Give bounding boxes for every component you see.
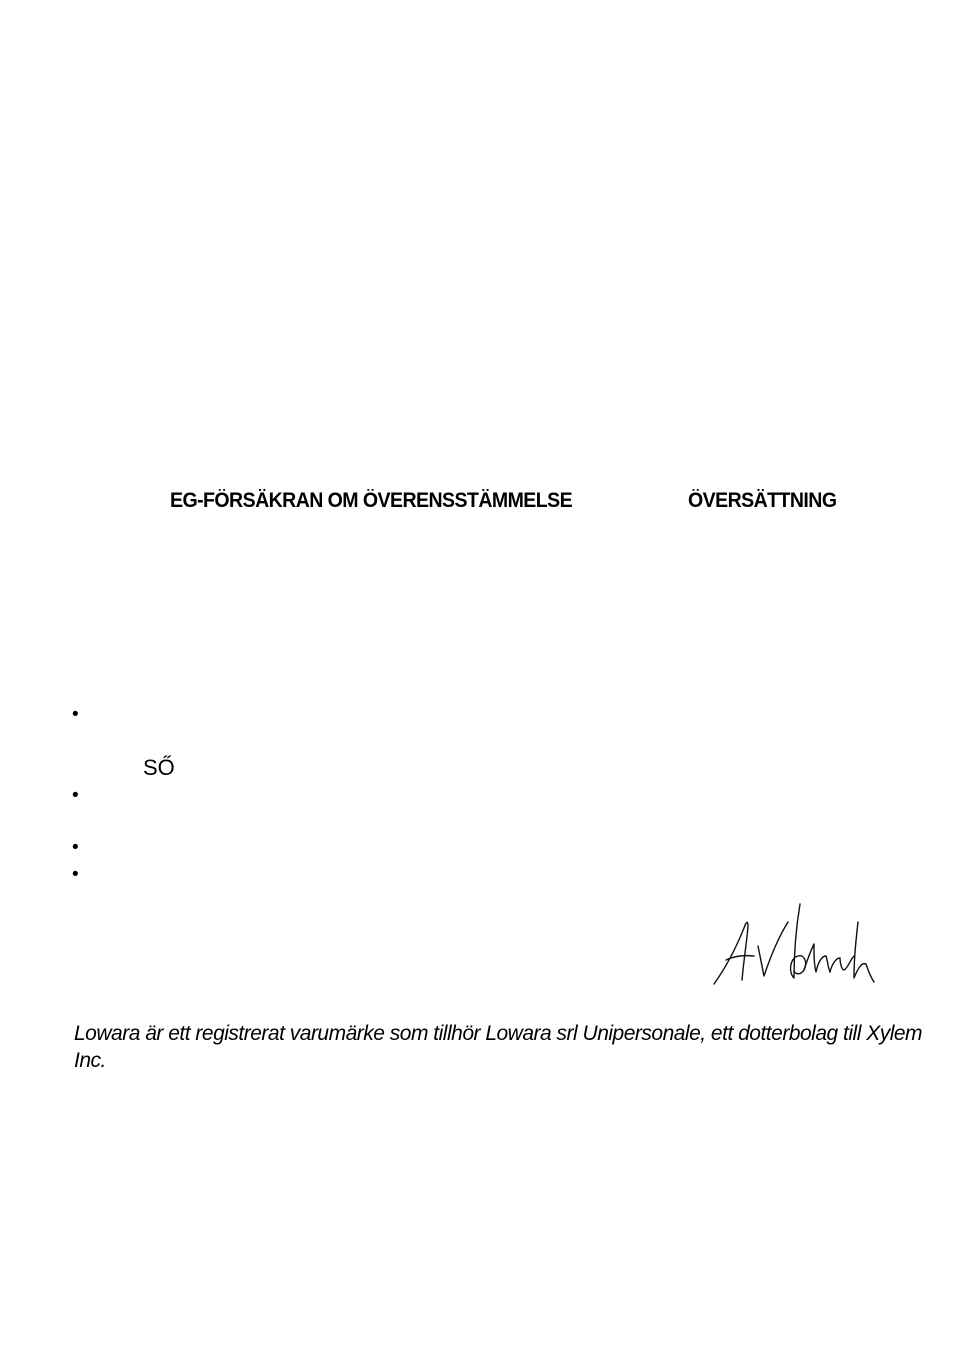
list-bullet-3: • (72, 837, 79, 858)
footer-note: Lowara är ett registrerat varumärke som tillhör Lowara srl Unipersonale, ett dotterbolag till Xylem Inc. (74, 1022, 923, 1072)
list-bullet-4: • (72, 864, 79, 885)
list-bullet-1: • (72, 704, 79, 725)
list-bullet-2: • (72, 785, 79, 806)
document-title: EG-FÖRSÄKRAN OM ÖVERENSSTÄMMELSE (170, 489, 573, 512)
document-subtitle: ÖVERSÄTTNING (688, 489, 837, 512)
text-fragment: SŐ (143, 755, 175, 780)
signature-icon (708, 898, 880, 990)
